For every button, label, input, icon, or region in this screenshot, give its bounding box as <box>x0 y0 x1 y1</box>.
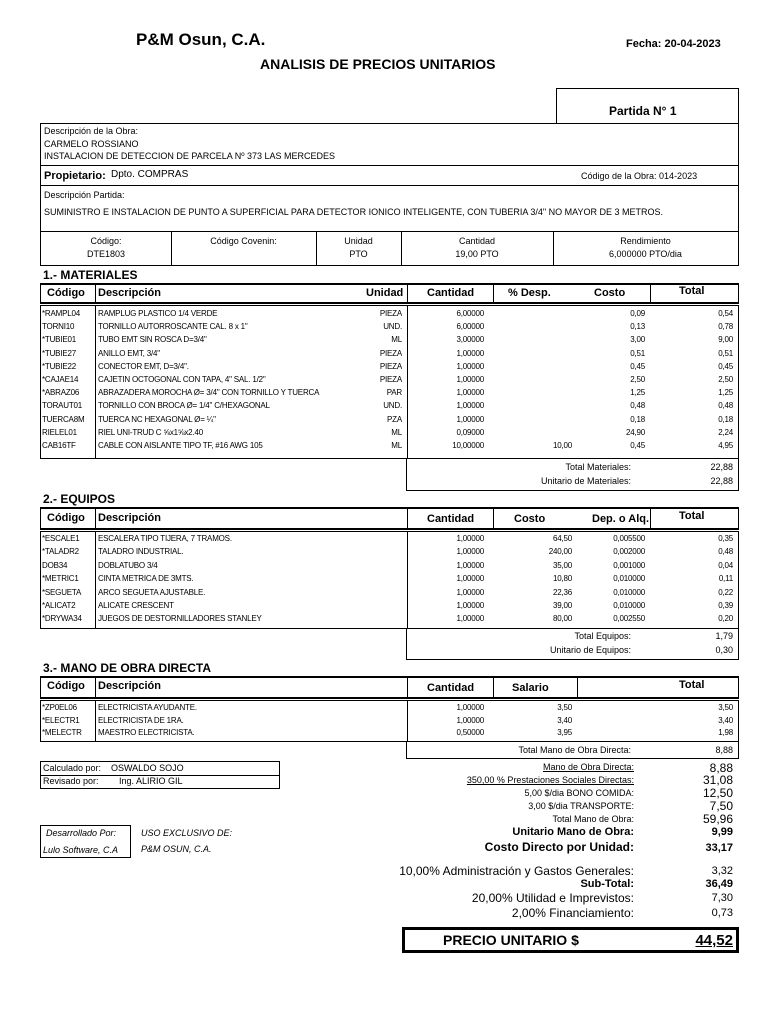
mat-codigo: TORAUT01 <box>42 401 83 411</box>
eq-cantidad: 1,00000 <box>456 614 484 624</box>
eq-h-total: Total <box>679 510 705 522</box>
eq-dep: 0,001000 <box>613 560 645 570</box>
document-date: Fecha: 20-04-2023 <box>626 38 721 50</box>
eq-unit-label: Unitario de Equipos: <box>549 645 631 655</box>
sum-fin-value: 0,73 <box>711 907 733 919</box>
mat-codigo: *TUBIE27 <box>42 348 76 358</box>
mano-totals <box>406 741 739 759</box>
table-row <box>40 308 738 319</box>
mo-codigo: *ZP0EL06 <box>42 703 77 712</box>
eq-h-costo: Costo <box>514 513 546 525</box>
sum-mano-value: 8,88 <box>709 761 733 775</box>
precio-unitario-box <box>402 927 739 953</box>
sum-util-label: 20,00% Utilidad e Imprevistos: <box>471 891 634 905</box>
mat-costo: 2,50 <box>630 375 645 384</box>
eq-costo: 240,00 <box>548 547 572 557</box>
sum-totalmo-value: 59,96 <box>702 812 733 826</box>
dev-label: Desarrollado Por: <box>46 828 117 838</box>
mat-cantidad: 1,00000 <box>456 388 484 398</box>
sum-mano-label: Mano de Obra Directa: <box>542 762 634 772</box>
table-row <box>40 533 738 544</box>
eq-dep: 0,010000 <box>613 601 645 610</box>
eq-descripcion: ARCO SEGUETA AJUSTABLE. <box>98 587 206 597</box>
partida-box <box>556 88 739 124</box>
mo-salario: 3,40 <box>557 715 572 725</box>
mat-codigo: *TUBIE01 <box>42 335 76 345</box>
mat-cantidad: 1,00000 <box>456 401 484 411</box>
table-row <box>40 587 738 598</box>
mat-costo: 1,25 <box>630 388 645 398</box>
mo-descripcion: ELECTRICISTA DE 1RA. <box>98 715 184 725</box>
mat-descripcion: CONECTOR EMT, D=3/4". <box>98 361 189 371</box>
eq-codigo: *SEGUETA <box>42 587 82 597</box>
mat-unit-value: 22,88 <box>710 476 733 486</box>
mat-h-desp: % Desp. <box>508 287 551 299</box>
eq-total: 0,22 <box>718 587 733 597</box>
table-row <box>40 440 738 451</box>
eq-codigo: *METRIC1 <box>42 574 79 584</box>
eq-costo: 39,00 <box>552 601 572 610</box>
codigo-label: Código: <box>90 236 122 246</box>
rev-label: Revisado por: <box>43 776 99 786</box>
eq-codigo: *TALADR2 <box>42 547 79 557</box>
owner-section <box>40 165 739 186</box>
mat-cantidad: 1,00000 <box>456 414 484 424</box>
unidad-label: Unidad <box>344 236 373 246</box>
mo-salario: 3,50 <box>557 703 572 712</box>
mat-unit-label: Unitario de Materiales: <box>540 476 631 486</box>
mat-h-unidad: Unidad <box>366 287 404 299</box>
partida-desc-label: Descripción Partida: <box>44 190 125 200</box>
mat-costo: 0,48 <box>630 401 645 411</box>
materiales-totals <box>406 458 739 491</box>
eq-unit-value: 0,30 <box>715 645 733 655</box>
sum-subtotal-value: 36,49 <box>705 878 733 890</box>
mo-cantidad: 1,00000 <box>456 715 484 725</box>
mat-descripcion: RAMPLUG PLASTICO 1/4 VERDE <box>98 309 218 318</box>
mat-total: 9,00 <box>718 335 733 345</box>
partida-number: Partida N° 1 <box>609 104 677 118</box>
eq-h-dep: Dep. o Alq. <box>592 513 650 525</box>
mat-costo: 0,09 <box>630 309 645 318</box>
obra-line1: CARMELO ROSSIANO <box>44 139 139 149</box>
mo-codigo: *ELECTR1 <box>42 715 80 725</box>
mat-cantidad: 1,00000 <box>456 361 484 371</box>
sum-unitmo-label: Unitario Mano de Obra: <box>512 826 634 838</box>
mat-unidad: PIEZA <box>379 375 402 384</box>
mat-unidad: PAR <box>386 388 402 398</box>
mo-h-codigo: Código <box>47 680 85 692</box>
precio-label: PRECIO UNITARIO $ <box>443 932 579 948</box>
mat-codigo: RIELEL01 <box>42 427 77 437</box>
partida-desc-section <box>40 185 739 232</box>
mat-costo: 0,45 <box>630 361 645 371</box>
table-row <box>40 387 738 398</box>
codes-section <box>40 231 739 266</box>
eq-codigo: *DRYWA34 <box>42 614 82 624</box>
equipos-totals <box>406 628 739 660</box>
mo-descripcion: ELECTRICISTA AYUDANTE. <box>98 703 197 712</box>
precio-value: 44,52 <box>695 932 733 949</box>
mat-costo: 0,45 <box>630 441 645 450</box>
mat-descripcion: TUERCA NC HEXAGONAL Ø= ¼" <box>98 414 216 424</box>
mat-desp: 10,00 <box>552 441 572 450</box>
sum-transp-label: 3,00 $/dia TRANSPORTE: <box>528 801 634 811</box>
sum-bono-value: 12,50 <box>702 786 733 800</box>
eq-costo: 35,00 <box>552 560 572 570</box>
eq-descripcion: ESCALERA TIPO TIJERA, 7 TRAMOS. <box>98 534 232 543</box>
mo-total: 3,40 <box>718 715 733 725</box>
sum-unitmo-value: 9,99 <box>711 826 733 838</box>
mat-unidad: UND. <box>383 401 402 411</box>
mat-descripcion: ANILLO EMT, 3/4" <box>98 348 160 358</box>
mat-costo: 0,13 <box>630 322 645 332</box>
rendimiento-label: Rendimiento <box>620 236 671 246</box>
table-row <box>40 546 738 557</box>
mat-cantidad: 6,00000 <box>456 322 484 332</box>
mat-cantidad: 6,00000 <box>456 309 484 318</box>
eq-h-descripcion: Descripción <box>98 512 161 524</box>
eq-total: 0,04 <box>718 560 733 570</box>
eq-costo: 64,50 <box>552 534 572 543</box>
table-row <box>40 361 738 372</box>
sum-prest-value: 31,08 <box>702 773 733 787</box>
eq-cantidad: 1,00000 <box>456 534 484 543</box>
eq-descripcion: DOBLATUBO 3/4 <box>98 560 158 570</box>
mat-unidad: ML <box>391 335 402 345</box>
mat-total: 0,45 <box>718 361 733 371</box>
mat-costo: 0,18 <box>630 414 645 424</box>
equipos-header <box>40 508 739 530</box>
mat-codigo: *TUBIE22 <box>42 361 76 371</box>
eq-descripcion: ALICATE CRESCENT <box>98 601 174 610</box>
mo-total: 3,50 <box>718 703 733 712</box>
mat-total-value: 22,88 <box>710 462 733 472</box>
materiales-header <box>40 284 739 304</box>
mat-costo: 24,90 <box>625 427 645 437</box>
eq-total: 0,39 <box>718 601 733 610</box>
mat-descripcion: TORNILLO AUTORROSCANTE CAL. 8 x 1" <box>98 322 248 332</box>
sum-prest-label: 350,00 % Prestaciones Sociales Directas: <box>466 775 634 785</box>
mat-descripcion: CABLE CON AISLANTE TIPO TF, #16 AWG 105 <box>98 441 263 450</box>
eq-cantidad: 1,00000 <box>456 587 484 597</box>
mat-total: 1,25 <box>718 388 733 398</box>
mat-costo: 3,00 <box>630 335 645 345</box>
mat-descripcion: ABRAZADERA MOROCHA Ø= 3/4" CON TORNILLO Y TUERCA <box>98 388 320 398</box>
table-row <box>40 702 738 713</box>
mo-total: 1,98 <box>718 728 733 737</box>
mat-codigo: TUERCA8M <box>42 414 85 424</box>
mat-descripcion: RIEL UNI-TRUD C ⅝x1⅝x2.40 <box>98 427 203 437</box>
use-value: P&M OSUN, C.A. <box>141 844 212 854</box>
table-row <box>40 573 738 584</box>
company-name: P&M Osun, C.A. <box>136 30 266 49</box>
mano-header <box>40 677 739 699</box>
mat-h-cantidad: Cantidad <box>427 287 475 299</box>
table-row <box>40 715 738 726</box>
mat-codigo: TORNI10 <box>42 322 75 332</box>
eq-dep: 0,010000 <box>613 574 645 584</box>
owner-label: Propietario: <box>44 170 106 182</box>
eq-costo: 80,00 <box>552 614 572 624</box>
materiales-title: 1.- MATERIALES <box>43 268 138 282</box>
obra-line2: INSTALACION DE DETECCION DE PARCELA Nº 373 LAS MERCEDES <box>44 151 336 161</box>
rev-value: Ing. ALIRIO GIL <box>119 776 183 786</box>
mat-h-descripcion: Descripción <box>98 287 161 299</box>
mat-total: 4,95 <box>718 441 733 450</box>
eq-cantidad: 1,00000 <box>456 560 484 570</box>
eq-h-codigo: Código <box>47 512 85 524</box>
eq-codigo: *ALICAT2 <box>42 601 76 610</box>
mo-total-label: Total Mano de Obra Directa: <box>518 745 631 755</box>
table-row <box>40 348 738 359</box>
mat-unidad: ML <box>391 427 402 437</box>
mo-cantidad: 1,00000 <box>456 703 484 712</box>
table-row <box>40 613 738 624</box>
mat-h-costo: Costo <box>594 287 626 299</box>
mo-total-value: 8,88 <box>715 745 733 755</box>
table-row <box>40 400 738 411</box>
mat-unidad: PIEZA <box>379 309 402 318</box>
mano-title: 3.- MANO DE OBRA DIRECTA <box>43 661 211 675</box>
mat-cantidad: 10,00000 <box>452 441 484 450</box>
mat-costo: 0,51 <box>630 348 645 358</box>
mo-descripcion: MAESTRO ELECTRICISTA. <box>98 728 195 737</box>
equipos-title: 2.- EQUIPOS <box>43 492 116 506</box>
eq-dep: 0,010000 <box>613 587 645 597</box>
cantidad-label: Cantidad <box>458 236 496 246</box>
mat-total: 0,18 <box>718 414 733 424</box>
table-row <box>40 334 738 345</box>
cantidad-value: 19,00 PTO <box>455 249 499 259</box>
dev-value: Lulo Software, C.A <box>43 845 119 855</box>
mat-total: 2,50 <box>718 375 733 384</box>
codigo-value: DTE1803 <box>86 249 126 259</box>
sum-admin-value: 3,32 <box>711 865 733 877</box>
mat-h-codigo: Código <box>47 287 85 299</box>
mat-total-label: Total Materiales: <box>565 462 631 472</box>
eq-cantidad: 1,00000 <box>456 547 484 557</box>
eq-total-value: 1,79 <box>715 631 733 641</box>
eq-descripcion: TALADRO INDUSTRIAL. <box>98 547 184 557</box>
mat-cantidad: 1,00000 <box>456 375 484 384</box>
eq-codigo: DOB34 <box>42 560 68 570</box>
obra-desc-label: Descripción de la Obra: <box>44 126 139 136</box>
eq-descripcion: CINTA METRICA DE 3MTS. <box>98 574 194 584</box>
mo-h-salario: Salario <box>512 682 549 694</box>
eq-dep: 0,005500 <box>613 534 645 543</box>
obra-section <box>40 123 739 166</box>
covenin-label: Código Covenin: <box>210 236 277 246</box>
eq-costo: 22,36 <box>552 587 572 597</box>
mo-h-descripcion: Descripción <box>98 680 161 692</box>
mat-codigo: *RAMPL04 <box>42 309 80 318</box>
use-label: USO EXCLUSIVO DE: <box>141 828 233 838</box>
sum-util-value: 7,30 <box>711 892 733 904</box>
eq-total: 0,11 <box>718 574 733 584</box>
mat-unidad: PIEZA <box>379 361 402 371</box>
unidad-value: PTO <box>349 249 368 259</box>
table-row <box>40 414 738 425</box>
sum-fin-label: 2,00% Financiamiento: <box>511 906 634 920</box>
obra-code: Código de la Obra: 014-2023 <box>581 171 698 181</box>
sum-bono-label: 5,00 $/dia BONO COMIDA: <box>524 788 634 798</box>
mat-descripcion: TORNILLO CON BROCA Ø= 1/4" C/HEXAGONAL <box>98 401 270 411</box>
eq-dep: 0,002000 <box>613 547 645 557</box>
mat-unidad: PZA <box>387 414 402 424</box>
table-row <box>40 321 738 332</box>
mo-h-cantidad: Cantidad <box>427 682 475 694</box>
table-row <box>40 600 738 611</box>
software-box <box>40 825 131 858</box>
sum-transp-value: 7,50 <box>709 799 733 813</box>
mo-cantidad: 0,50000 <box>456 728 484 737</box>
mat-unidad: UND. <box>383 322 402 332</box>
eq-codigo: *ESCALE1 <box>42 534 80 543</box>
sum-totalmo-label: Total Mano de Obra: <box>552 814 634 824</box>
partida-description: SUMINISTRO E INSTALACION DE PUNTO A SUPERFICIAL PARA DETECTOR IONICO INTELIGENTE, CON TUBERIA 3/4" NO MAYOR DE 3 METROS. <box>44 207 663 217</box>
sum-admin-label: 10,00% Administración y Gastos Generales: <box>399 864 634 878</box>
table-row <box>40 374 738 385</box>
mo-h-total: Total <box>679 679 705 691</box>
mat-cantidad: 1,00000 <box>456 348 484 358</box>
eq-cantidad: 1,00000 <box>456 574 484 584</box>
document-title: ANALISIS DE PRECIOS UNITARIOS <box>260 56 496 72</box>
eq-total: 0,20 <box>718 614 733 624</box>
mat-total: 0,54 <box>718 309 733 318</box>
mo-salario: 3,95 <box>557 728 572 737</box>
sum-subtotal-label: Sub-Total: <box>580 878 634 890</box>
calc-label: Calculado por: <box>43 763 102 773</box>
rendimiento-value: 6,000000 PTO/dia <box>609 249 682 259</box>
table-row <box>40 727 738 738</box>
mat-unidad: PIEZA <box>379 348 402 358</box>
mat-cantidad: 3,00000 <box>456 335 484 345</box>
eq-costo: 10,80 <box>552 574 572 584</box>
mat-cantidad: 0,09000 <box>456 427 484 437</box>
mat-descripcion: TUBO EMT SIN ROSCA D=3/4" <box>98 335 207 345</box>
calc-value: OSWALDO SOJO <box>111 763 184 773</box>
eq-total: 0,35 <box>718 534 733 543</box>
owner-value: Dpto. COMPRAS <box>111 169 189 180</box>
mat-descripcion: CAJETIN OCTOGONAL CON TAPA, 4" SAL. 1/2" <box>98 375 266 384</box>
table-row <box>40 427 738 438</box>
mat-h-total: Total <box>679 285 705 297</box>
mat-total: 0,51 <box>718 348 733 358</box>
mo-codigo: *MELECTR <box>42 728 82 737</box>
eq-descripcion: JUEGOS DE DESTORNILLADORES STANLEY <box>98 614 262 624</box>
mat-codigo: CAB16TF <box>42 441 76 450</box>
mat-total: 2,24 <box>718 427 733 437</box>
sum-costo-label: Costo Directo por Unidad: <box>484 840 634 854</box>
eq-h-cantidad: Cantidad <box>427 513 475 525</box>
eq-dep: 0,002550 <box>613 614 645 624</box>
signatures-box <box>40 761 280 789</box>
table-row <box>40 560 738 571</box>
eq-total-label: Total Equipos: <box>574 631 631 641</box>
eq-cantidad: 1,00000 <box>456 601 484 610</box>
mat-codigo: *CAJAE14 <box>42 375 79 384</box>
eq-total: 0,48 <box>718 547 733 557</box>
mat-codigo: *ABRAZ06 <box>42 388 80 398</box>
mat-total: 0,78 <box>718 322 733 332</box>
mat-total: 0,48 <box>718 401 733 411</box>
sum-costo-value: 33,17 <box>705 842 733 854</box>
mat-unidad: ML <box>391 441 402 450</box>
